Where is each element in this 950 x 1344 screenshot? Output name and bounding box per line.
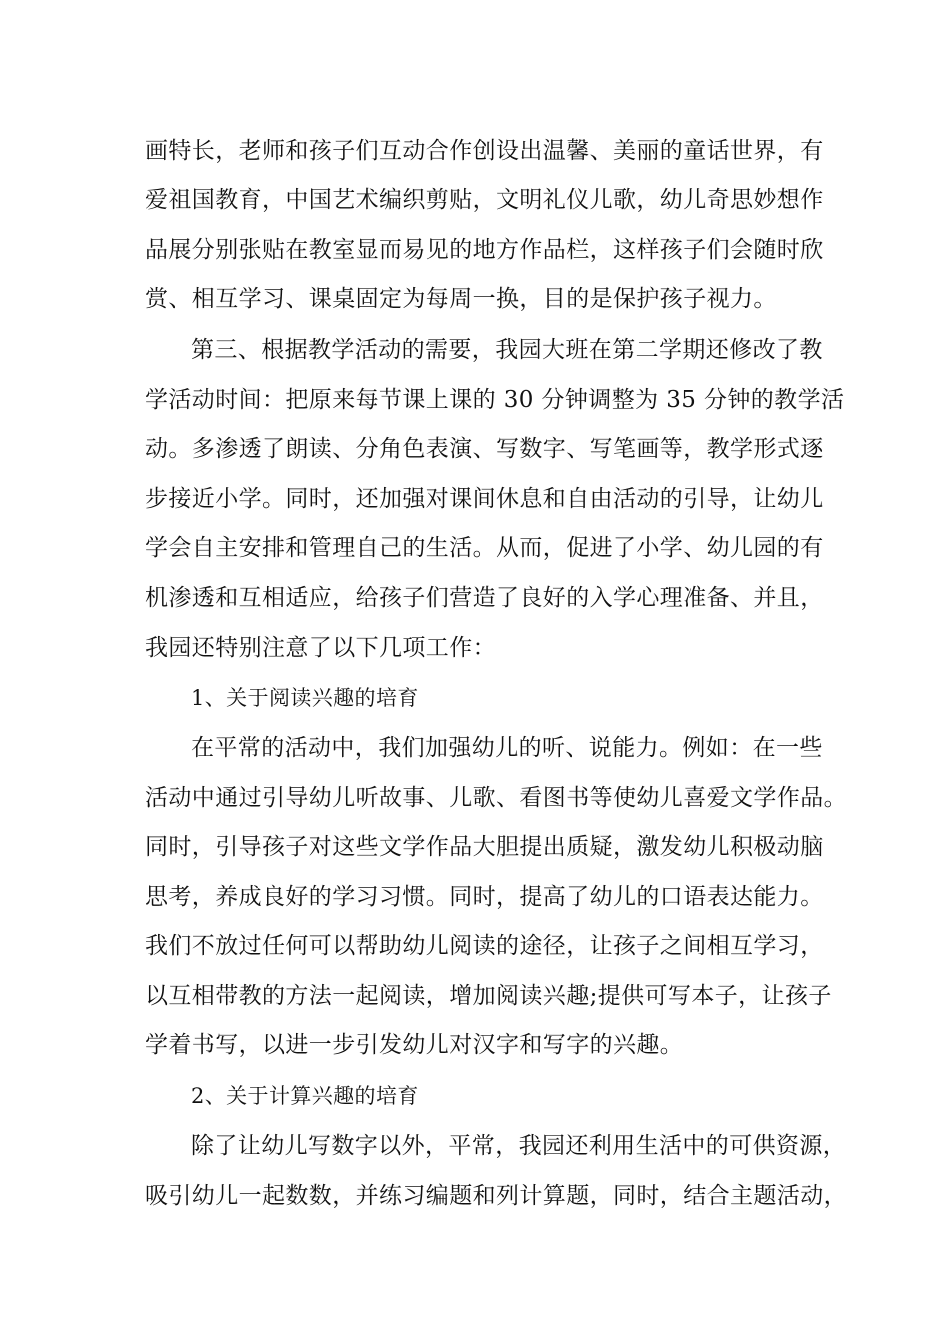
text-line: 吸引幼儿一起数数，并练习编题和列计算题，同时，结合主题活动， xyxy=(145,1183,847,1209)
section-heading-reading: 1、关于阅读兴趣的培育 xyxy=(191,686,419,710)
text-line: 机渗透和互相适应，给孩子们营造了良好的入学心理准备、并且， xyxy=(145,585,824,611)
text-line: 学会自主安排和管理自己的生活。从而，促进了小学、幼儿园的有 xyxy=(145,535,824,561)
section-heading-calculation: 2、关于计算兴趣的培育 xyxy=(191,1084,419,1108)
text-line: 我们不放过任何可以帮助幼儿阅读的途径，让孩子之间相互学习， xyxy=(145,933,824,959)
text-line: 同时，引导孩子对这些文学作品大胆提出质疑，激发幼儿积极动脑 xyxy=(145,834,824,860)
text-line: 以互相带教的方法一起阅读，增加阅读兴趣;提供可写本子，让孩子 xyxy=(145,983,832,1009)
text-line: 我园还特别注意了以下几项工作： xyxy=(145,635,496,661)
text-line: 思考，养成良好的学习习惯。同时，提高了幼儿的口语表达能力。 xyxy=(145,884,824,910)
paragraph-start-line: 第三、根据教学活动的需要，我园大班在第二学期还修改了教 xyxy=(191,337,823,363)
text-line: 品展分别张贴在教室显而易见的地方作品栏，这样孩子们会随时欣 xyxy=(145,237,824,263)
text-line: 学活动时间：把原来每节课上课的 30 分钟调整为 35 分钟的教学活 xyxy=(145,387,845,413)
text-line: 赏、相互学习、课桌固定为每周一换，目的是保护孩子视力。 xyxy=(145,286,777,312)
text-line: 步接近小学。同时，还加强对课间休息和自由活动的引导，让幼儿 xyxy=(145,486,824,512)
text-line: 爱祖国教育，中国艺术编织剪贴，文明礼仪儿歌，幼儿奇思妙想作 xyxy=(145,187,824,213)
text-line: 画特长，老师和孩子们互动合作创设出温馨、美丽的童话世界，有 xyxy=(145,138,824,164)
text-line: 活动中通过引导幼儿听故事、儿歌、看图书等使幼儿喜爱文学作品。 xyxy=(145,785,847,811)
text-line: 动。多渗透了朗读、分角色表演、写数字、写笔画等，教学形式逐 xyxy=(145,436,824,462)
text-line: 学着书写，以进一步引发幼儿对汉字和写字的兴趣。 xyxy=(145,1032,684,1058)
paragraph-start-line: 除了让幼儿写数字以外，平常，我园还利用生活中的可供资源， xyxy=(191,1133,847,1159)
paragraph-start-line: 在平常的活动中，我们加强幼儿的听、说能力。例如：在一些 xyxy=(191,735,823,761)
